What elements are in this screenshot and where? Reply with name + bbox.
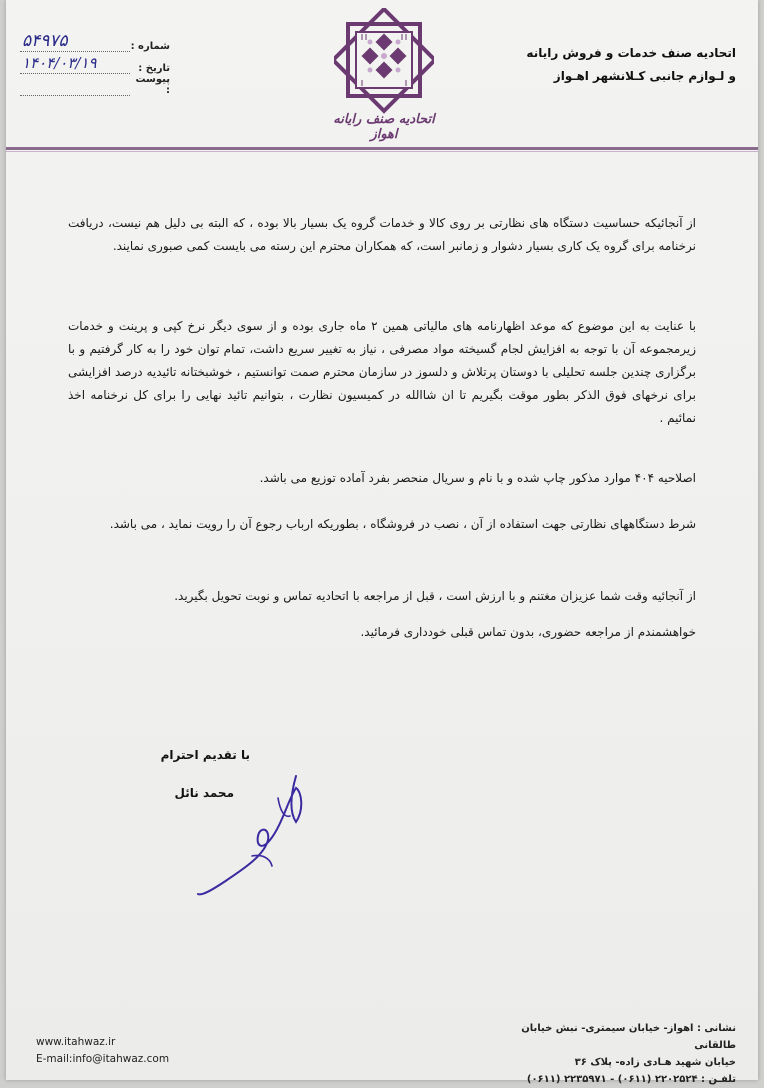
org-line-2: و لـوازم جانبی کـلانشهر اهـواز (553, 69, 736, 83)
letter-meta (20, 30, 170, 96)
paragraph-2: با عنایت به این موضوع که موعد اظهارنامه های مالیاتی همین ۲ ماه جاری بوده و از سوی دیگر نرخ کپی و پرینت و خدمات زیرمجموعه آن با توجه به افزایش لجام گسیخته مواد مصرفی ، نیاز به تغییر سریع داشت، تمام توان خود را به کار گرفتیم و با برگزاری چندین جلسه تحلیلی با دوستان پرتلاش و دلسوز در سازمان محترم صمت توانستیم ، خوشبختانه تائیدیه درصد افزایشی برای نرخهای فوق الذکر بطور موقت بگیریم تا ان شاالله در کمیسیون نظارت ، بتوانیم تائید نهایی را برای کل نرخنامه اخذ نمائیم . (68, 319, 696, 425)
website-link[interactable]: www.itahwaz.ir (36, 1036, 116, 1048)
attachment-row (20, 74, 170, 96)
email-link[interactable]: E-mail:info@itahwaz.com (36, 1053, 170, 1065)
org-line-1: اتحادیه صنف خدمات و فروش رایانه (526, 46, 736, 60)
number-row (20, 30, 170, 52)
footer-address (476, 1020, 736, 1088)
letter-page (6, 0, 758, 1085)
number-value: ۵۴۹۷۵ (20, 33, 130, 52)
footer-contact-web (36, 1034, 169, 1068)
address-line-1: نشانی : اهواز- خیابان سیمتری- نبش خیابان طالقانی (521, 1023, 736, 1051)
signature-icon (192, 770, 322, 900)
paragraph-5: از آنجائیه وقت شما عزیزان مغتنم و با ارزش است ، قبل از مراجعه با اتحادیه تماس و نوبت تحویل بگیرید. (174, 589, 696, 603)
closing-greeting: با تقدیم احترام (160, 748, 250, 762)
attachment-value (20, 77, 130, 96)
number-label: شماره : (130, 41, 170, 52)
attachment-label: پیوست : (135, 74, 170, 96)
paragraph-4: شرط دستگاههای نظارتی جهت استفاده از آن ، نصب در فروشگاه ، بطوریکه ارباب رجوع آن را رویت نماید ، می باشد. (109, 517, 696, 531)
date-label: تاریخ : (138, 63, 170, 74)
header-divider-light (6, 151, 758, 152)
date-value: ۱۴۰۴/۰۳/۱۹ (20, 55, 130, 74)
organization-name (476, 42, 736, 88)
header-divider (6, 147, 758, 150)
address-line-2: خیابان شهید هـادی زاده- پلاک ۳۶ (574, 1057, 736, 1068)
date-row (20, 52, 170, 74)
paragraph-6: خواهشمندم از مراجعه حضوری، بدون تماس قبلی خودداری فرمائید. (360, 625, 696, 639)
logo-text: اتحادیه صنف رایانه اهواز (333, 112, 435, 142)
phone-line: تلفـن : ۲۲۰۲۵۲۴ (۰۶۱۱) - ۲۲۳۵۹۷۱ (۰۶۱۱) (526, 1074, 736, 1085)
signer-name: محمد نائل (174, 786, 234, 800)
paragraph-1: از آنجائیکه حساسیت دستگاه های نظارتی بر روی کالا و خدمات گروه یک بسیار بالا بوده ، که البته بی دلیل هم نیست، دریافت نرخنامه برای گروه یک کاری بسیار دشوار و زمانبر است، که همکاران محترم این رسته می بایست کمی صبوری نمایند. (68, 216, 696, 253)
paragraph-3: اصلاحیه ۴۰۴ موارد مذکور چاپ شده و با نام و سریال منحصر بفرد آماده توزیع می باشد. (259, 471, 696, 485)
